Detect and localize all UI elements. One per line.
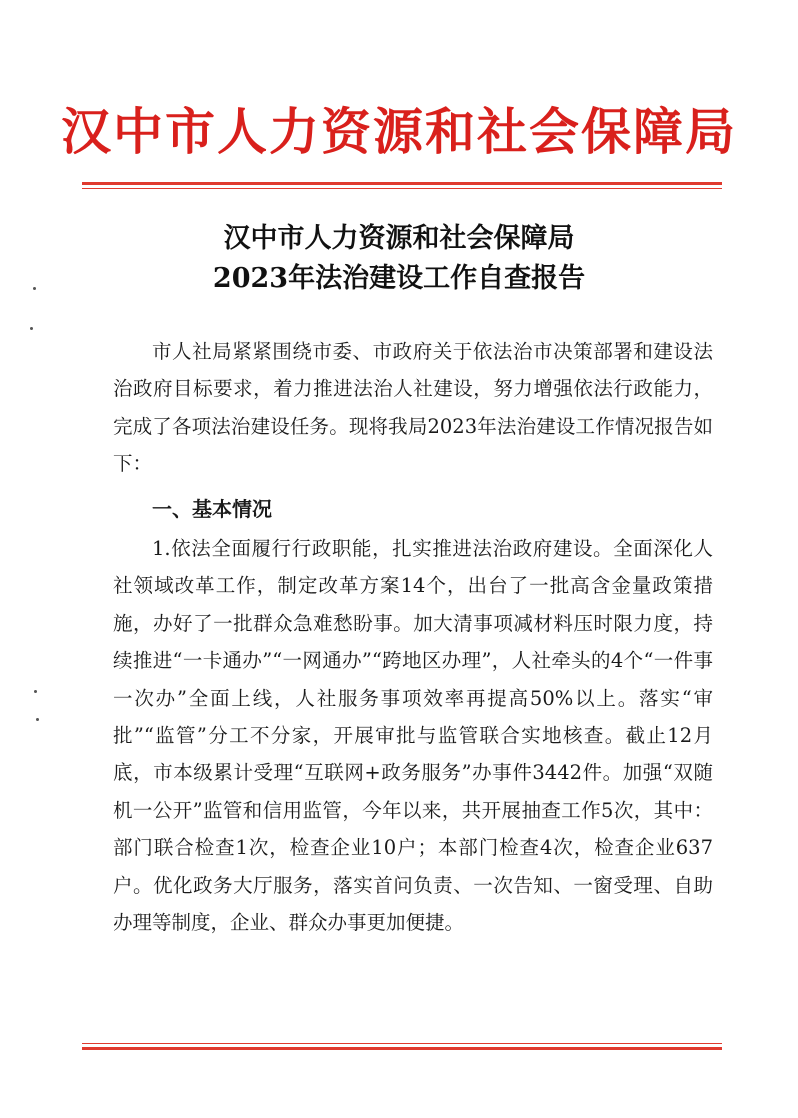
masthead-red-rule-thick: [82, 182, 722, 185]
scan-speck: [30, 327, 33, 330]
document-title-line1: 汉中市人力资源和社会保障局: [223, 223, 575, 254]
intro-paragraph: 市人社局紧紧围绕市委、市政府关于依法治市决策部署和建设法治政府目标要求，着力推进法治人社建设，努力增强依法行政能力，完成了各项法治建设任务。现将我局2023年法治建设工作情况报告如下：: [113, 340, 713, 476]
masthead-org-name: 汉中市人力资源和社会保障局: [61, 102, 737, 161]
masthead-red-rule-thin: [82, 188, 722, 189]
footer-red-rule-thin: [82, 1043, 722, 1044]
footer-red-rule-thick: [82, 1047, 722, 1050]
section-paragraph: 1.依法全面履行行政职能，扎实推进法治政府建设。全面深化人社领域改革工作，制定改革方案14个，出台了一批高含金量政策措施，办好了一批群众急难愁盼事。加大清事项减材料压时限力度，持续推进“一卡通办”“一网通办”“跨地区办理”，人社牵头的4个“一件事一次办”全面上线，人社服务事项效率再提高50%以上。落实“审批”“监管”分工不分家，开展审批与监管联合实地核查。截止12月底，市本级累计受理“互联网+政务服务”办事件3442件。加强“双随机一公开”监管和信用监管，今年以来，共开展抽查工作5次，其中：部门联合检查1次，检查企业10户；本部门检查4次，检查企业637户。优化政务大厅服务，落实首问负责、一次告知、一窗受理、自助办理等制度，企业、群众办事更加便捷。: [113, 537, 713, 935]
scan-speck: [36, 718, 39, 721]
document-title-line2: 2023年法治建设工作自查报告: [212, 263, 586, 294]
scan-speck: [34, 690, 37, 693]
section-heading: 一、基本情况: [152, 497, 272, 521]
scan-speck: [33, 287, 36, 290]
